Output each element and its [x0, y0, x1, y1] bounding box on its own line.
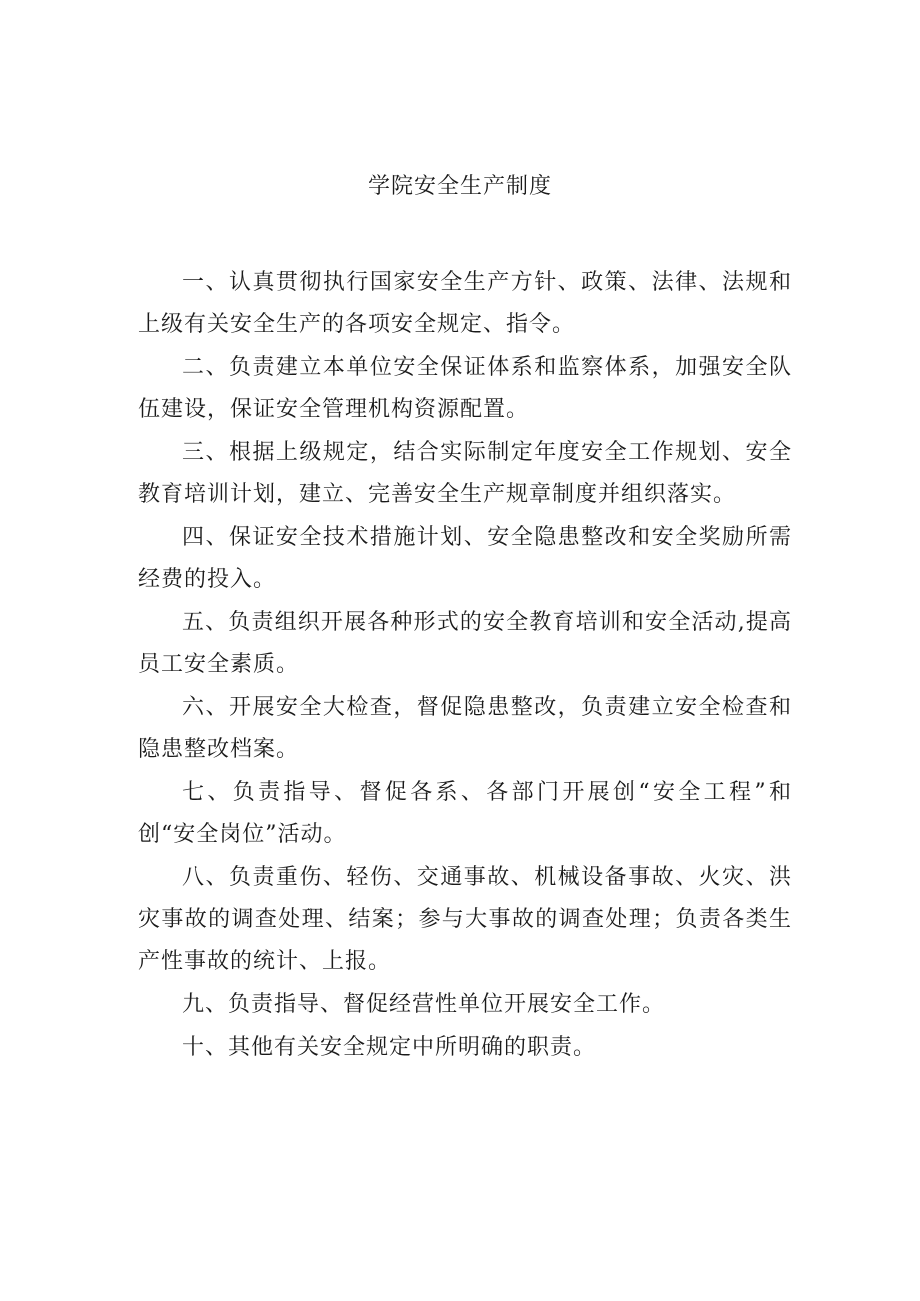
clause-4: 四、保证安全技术措施计划、安全隐患整改和安全奖励所需经费的投入。	[138, 525, 792, 592]
clause-1: 一、认真贯彻执行国家安全生产方针、政策、法律、法规和上级有关安全生产的各项安全规定、指令。	[138, 270, 792, 337]
document-title: 学院安全生产制度	[367, 174, 552, 199]
clause-6: 六、开展安全大检查，督促隐患整改，负责建立安全检查和隐患整改档案。	[138, 695, 792, 762]
clause-3: 三、根据上级规定，结合实际制定年度安全工作规划、安全教育培训计划，建立、完善安全生产规章制度并组织落实。	[138, 440, 792, 507]
clause-2: 二、负责建立本单位安全保证体系和监察体系，加强安全队伍建设，保证安全管理机构资源配置。	[138, 355, 792, 422]
clause-10: 十、其他有关安全规定中所明确的职责。	[182, 1035, 597, 1060]
document-body	[138, 262, 792, 1070]
clause-9: 九、负责指导、督促经营性单位开展安全工作。	[182, 992, 666, 1017]
clause-8: 八、负责重伤、轻伤、交通事故、机械设备事故、火灾、洪灾事故的调查处理、结案；参与大事故的调查处理；负责各类生产性事故的统计、上报。	[138, 865, 792, 974]
clause-7: 七、负责指导、督促各系、各部门开展创“安全工程”和创“安全岗位”活动。	[138, 780, 792, 847]
clause-5: 五、负责组织开展各种形式的安全教育培训和安全活动,提高员工安全素质。	[138, 610, 792, 677]
